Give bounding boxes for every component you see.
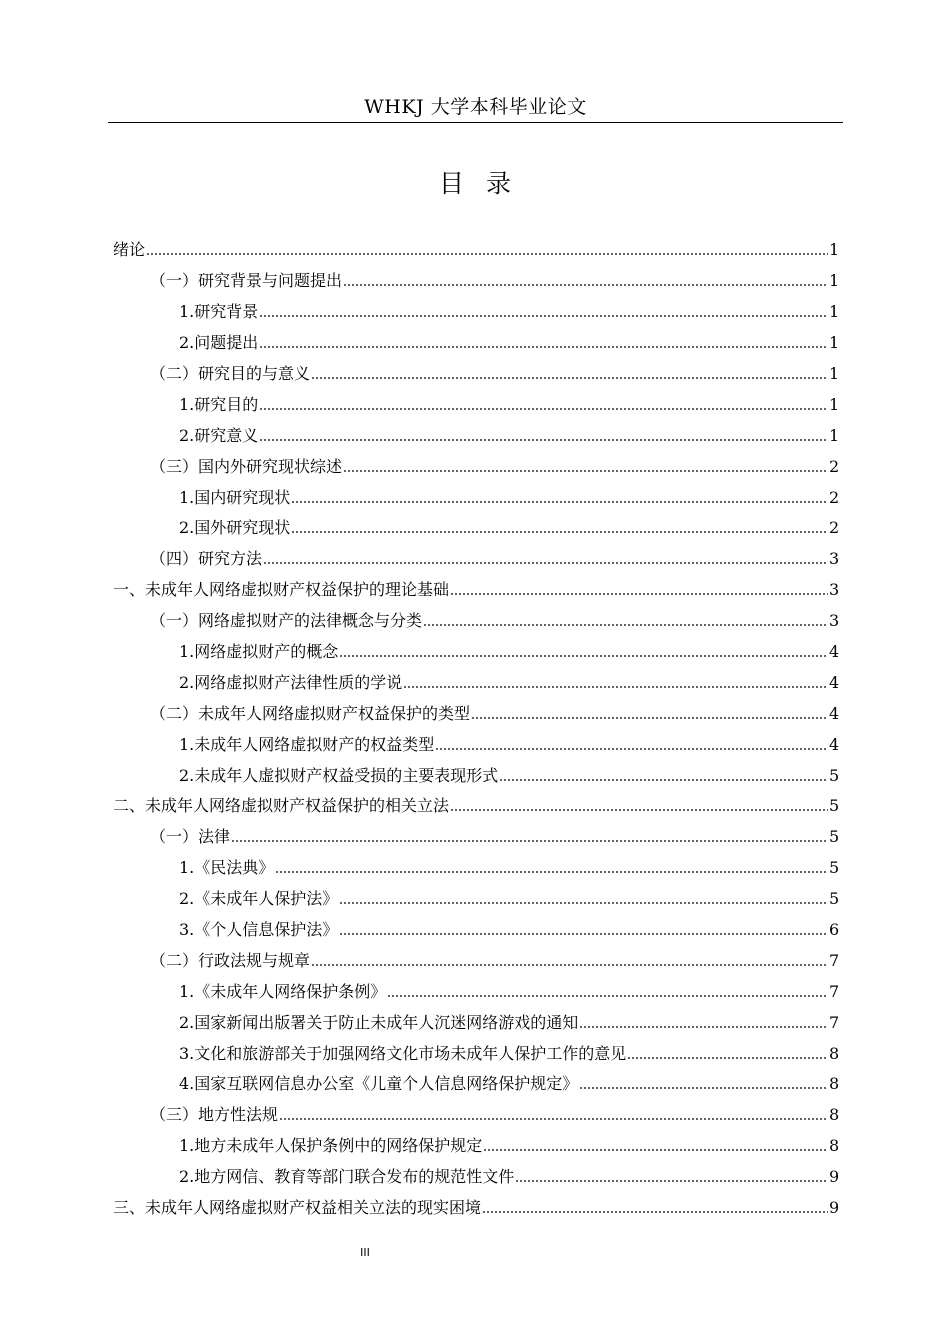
toc-entry-text: （四）研究方法 xyxy=(150,549,263,569)
toc-entry[interactable] xyxy=(113,637,839,668)
toc-entry-text: 三、未成年人网络虚拟财产权益相关立法的现实困境 xyxy=(113,1198,482,1218)
toc-entry-page: 3 xyxy=(829,611,840,631)
header-rule xyxy=(108,122,843,123)
toc-entry-page: 1 xyxy=(829,425,840,445)
toc-entry[interactable] xyxy=(113,606,839,637)
toc-entry[interactable] xyxy=(113,575,839,606)
toc-entry-page: 8 xyxy=(829,1074,840,1094)
toc-entry-text: （二）研究目的与意义 xyxy=(150,364,311,383)
toc-leader-dots xyxy=(483,1141,828,1151)
toc-entry[interactable] xyxy=(113,235,839,266)
toc-leader-dots xyxy=(471,709,828,719)
toc-leader-dots xyxy=(311,956,828,966)
toc-entry-page: 5 xyxy=(829,858,840,878)
toc-entry-page: 9 xyxy=(829,1198,840,1218)
toc-entry-text: 4.国家互联网信息办公室《儿童个人信息网络保护规定》 xyxy=(179,1074,579,1094)
toc-entry-page: 1 xyxy=(829,240,840,260)
toc-entry-text: 绪论 xyxy=(113,240,146,260)
toc-entry-text: 2.地方网信、教育等部门联合发布的规范性文件 xyxy=(179,1167,515,1187)
toc-entry-page: 4 xyxy=(829,734,840,754)
toc-entry[interactable] xyxy=(113,884,839,915)
toc-entry-page: 4 xyxy=(829,642,840,662)
toc-entry-page: 3 xyxy=(829,580,840,600)
toc-leader-dots xyxy=(482,1203,828,1213)
toc-leader-dots xyxy=(627,1049,828,1059)
toc-entry-page: 2 xyxy=(829,518,840,538)
toc-entry[interactable] xyxy=(113,451,839,482)
toc-leader-dots xyxy=(259,338,828,348)
toc-leader-dots xyxy=(259,400,828,410)
toc-entry[interactable] xyxy=(113,791,839,822)
toc-entry-text: 2.网络虚拟财产法律性质的学说 xyxy=(179,672,403,692)
toc-entry-text: 3.文化和旅游部关于加强网络文化市场未成年人保护工作的意见 xyxy=(179,1043,627,1063)
toc-leader-dots xyxy=(146,245,828,255)
toc-entry-text: 1.《民法典》 xyxy=(179,858,275,878)
toc-entry-page: 7 xyxy=(829,1012,840,1032)
toc-entry[interactable] xyxy=(113,420,839,451)
toc-entry[interactable] xyxy=(113,1193,839,1224)
toc-entry-text: （二）未成年人网络虚拟财产权益保护的类型 xyxy=(150,703,471,723)
toc-entry-page: 8 xyxy=(829,1105,840,1125)
toc-entry-text: 1.研究背景 xyxy=(179,302,259,322)
toc-leader-dots xyxy=(579,1079,828,1089)
toc-entry-text: 1.未成年人网络虚拟财产的权益类型 xyxy=(179,734,435,754)
toc-leader-dots xyxy=(387,987,828,997)
toc-leader-dots xyxy=(499,771,828,781)
toc-title: 目录 xyxy=(438,169,533,198)
toc-leader-dots xyxy=(339,647,828,657)
toc-entry-text: （三）国内外研究现状综述 xyxy=(150,456,343,476)
toc-leader-dots xyxy=(450,801,828,811)
toc-entry-text: （一）网络虚拟财产的法律概念与分类 xyxy=(150,611,423,631)
toc-leader-dots xyxy=(515,1172,828,1182)
toc-entry[interactable] xyxy=(113,760,839,791)
toc-leader-dots xyxy=(259,307,828,317)
toc-leader-dots xyxy=(275,863,828,873)
toc-entry-page: 3 xyxy=(829,549,840,569)
page-header: WHKJ 大学本科毕业论文 xyxy=(364,96,587,118)
toc-entry-text: （二）行政法规与规章 xyxy=(150,950,311,970)
toc-entry[interactable] xyxy=(113,667,839,698)
toc-entry[interactable] xyxy=(113,513,839,544)
toc-entry[interactable] xyxy=(113,698,839,729)
toc-entry-text: 一、未成年人网络虚拟财产权益保护的理论基础 xyxy=(113,580,450,600)
toc-entry-page: 1 xyxy=(829,271,840,291)
toc-entry[interactable] xyxy=(113,976,839,1007)
toc-entry-text: 2.问题提出 xyxy=(179,333,259,353)
toc-entry-page: 5 xyxy=(829,796,840,816)
toc-entry-text: 3.《个人信息保护法》 xyxy=(179,920,339,940)
toc-entry[interactable] xyxy=(113,729,839,760)
toc-leader-dots xyxy=(263,554,828,564)
toc-leader-dots xyxy=(343,276,828,286)
toc-leader-dots xyxy=(291,523,828,533)
toc-entry-text: 二、未成年人网络虚拟财产权益保护的相关立法 xyxy=(113,796,450,816)
toc-entry[interactable] xyxy=(113,1007,839,1038)
toc-entry-text: 1.国内研究现状 xyxy=(179,487,291,507)
toc-entry[interactable] xyxy=(113,1100,839,1131)
toc-entry[interactable] xyxy=(113,915,839,946)
toc-entry-text: 1.研究目的 xyxy=(179,394,259,414)
toc-entry-page: 4 xyxy=(829,703,840,723)
toc-entry-text: 2.研究意义 xyxy=(179,425,259,445)
toc-leader-dots xyxy=(579,1018,828,1028)
toc-leader-dots xyxy=(279,1110,828,1120)
toc-leader-dots xyxy=(259,431,828,441)
toc-leader-dots xyxy=(403,678,828,688)
toc-entry-text: 1.《未成年人网络保护条例》 xyxy=(179,981,387,1001)
toc-entry-page: 9 xyxy=(829,1167,840,1187)
toc-leader-dots xyxy=(291,493,828,503)
toc-entry-page: 1 xyxy=(829,394,840,414)
toc-entry[interactable] xyxy=(113,266,839,297)
toc-entry-page: 4 xyxy=(829,672,840,692)
toc-entry-page: 5 xyxy=(829,827,840,847)
table-of-contents xyxy=(113,235,839,1224)
toc-entry[interactable] xyxy=(113,482,839,513)
toc-entry-page: 1 xyxy=(829,333,840,353)
toc-leader-dots xyxy=(339,925,828,935)
toc-entry[interactable] xyxy=(113,945,839,976)
toc-entry[interactable] xyxy=(113,853,839,884)
toc-entry-page: 7 xyxy=(829,981,840,1001)
toc-leader-dots xyxy=(311,369,828,379)
toc-leader-dots xyxy=(339,894,828,904)
toc-entry[interactable] xyxy=(113,1162,839,1193)
toc-entry[interactable] xyxy=(113,328,839,359)
toc-entry-page: 7 xyxy=(829,950,840,970)
toc-entry-text: （三）地方性法规 xyxy=(150,1105,279,1125)
toc-leader-dots xyxy=(231,832,828,842)
toc-entry-page: 1 xyxy=(829,302,840,322)
toc-entry[interactable] xyxy=(113,822,839,853)
toc-entry-text: （一）法律 xyxy=(150,827,231,847)
toc-entry-text: 1.网络虚拟财产的概念 xyxy=(179,642,339,662)
toc-leader-dots xyxy=(423,616,828,626)
toc-entry[interactable] xyxy=(113,389,839,420)
toc-entry-text: 2.国外研究现状 xyxy=(179,518,291,538)
toc-leader-dots xyxy=(435,740,828,750)
toc-entry-text: （一）研究背景与问题提出 xyxy=(150,271,343,291)
toc-entry-page: 8 xyxy=(829,1043,840,1063)
toc-entry-text: 2.《未成年人保护法》 xyxy=(179,889,339,909)
toc-entry-page: 8 xyxy=(829,1136,840,1156)
toc-entry-page: 6 xyxy=(829,920,840,940)
toc-entry-text: 2.国家新闻出版署关于防止未成年人沉迷网络游戏的通知 xyxy=(179,1012,579,1032)
toc-entry[interactable] xyxy=(113,1069,839,1100)
toc-entry-page: 2 xyxy=(829,487,840,507)
page-number: III xyxy=(360,1246,370,1259)
toc-entry-page: 1 xyxy=(829,364,840,383)
toc-entry[interactable] xyxy=(113,297,839,328)
toc-entry-page: 5 xyxy=(829,889,840,909)
toc-entry-page: 5 xyxy=(829,765,840,785)
toc-entry-text: 1.地方未成年人保护条例中的网络保护规定 xyxy=(179,1136,483,1156)
toc-entry-text: 2.未成年人虚拟财产权益受损的主要表现形式 xyxy=(179,765,499,785)
toc-leader-dots xyxy=(343,462,828,472)
toc-leader-dots xyxy=(450,585,828,595)
toc-entry[interactable] xyxy=(113,544,839,575)
toc-entry[interactable] xyxy=(113,1038,839,1069)
toc-entry[interactable] xyxy=(113,1131,839,1162)
toc-entry[interactable] xyxy=(113,359,839,390)
toc-entry-page: 2 xyxy=(829,456,840,476)
